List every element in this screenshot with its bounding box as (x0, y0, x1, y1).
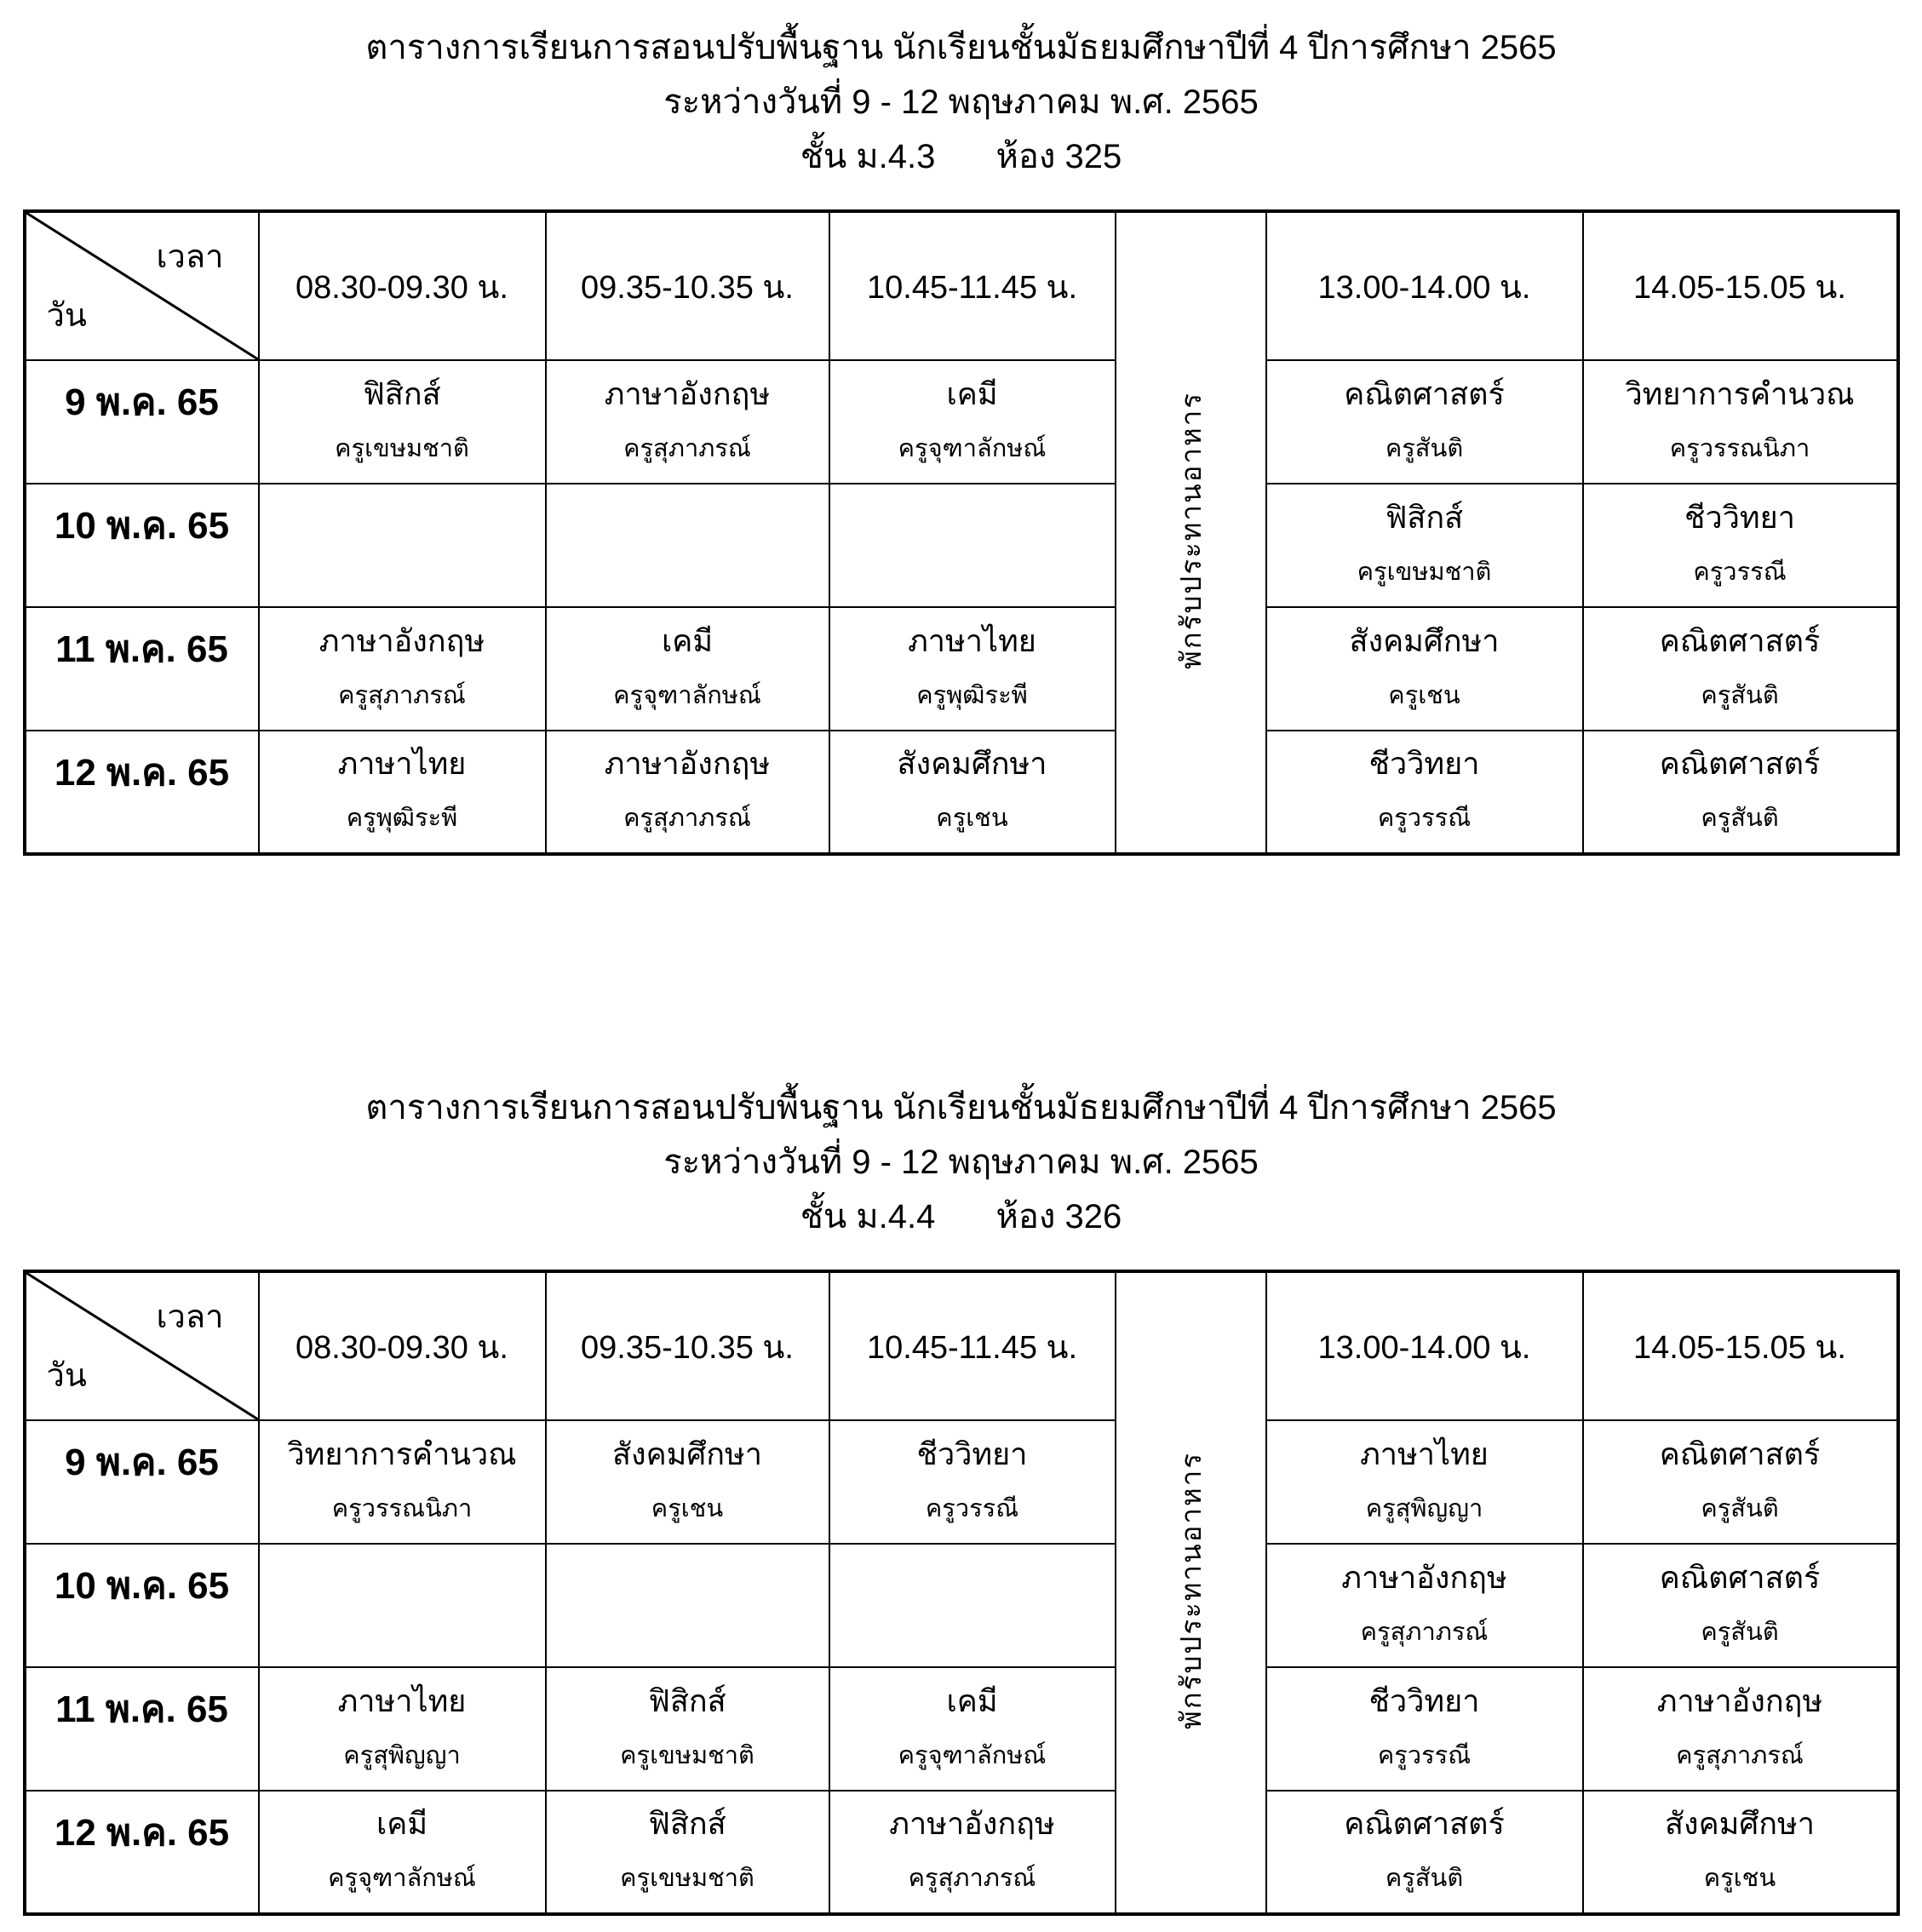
subject-label: วิทยาการคำนวณ (1625, 376, 1855, 411)
day-cell: 10 พ.ค. 65 (25, 484, 259, 607)
subject-label: สังคมศึกษา (1349, 622, 1500, 658)
subject-label: คณิตศาสตร์ (1659, 746, 1821, 781)
lunch-break-label: พักรับประทานอาหาร (1174, 1451, 1207, 1729)
teacher-label: ครูเชน (1388, 681, 1460, 709)
period-header-3: 10.45-11.45 น. (829, 211, 1116, 360)
subject-label: คณิตศาสตร์ (1659, 622, 1821, 658)
lunch-break-label: พักรับประทานอาหาร (1174, 391, 1207, 669)
period-header-1: 08.30-09.30 น. (259, 211, 546, 360)
teacher-label: ครูเชน (651, 1494, 724, 1522)
lesson-cell (1583, 1667, 1898, 1791)
lesson-cell (546, 1667, 829, 1791)
subject-label: ภาษาอังกฤษ (1656, 1683, 1823, 1718)
lesson-cell-empty (259, 1544, 546, 1667)
teacher-label: ครูจุฑาลักษณ์ (328, 1865, 476, 1892)
teacher-label: ครูสันติ (1701, 681, 1779, 709)
time-axis-label: เวลา (156, 239, 224, 275)
lesson-cell (1266, 731, 1583, 854)
subject-label: ภาษาอังกฤษ (604, 376, 771, 411)
period-header-3: 10.45-11.45 น. (829, 1271, 1116, 1420)
lesson-cell (546, 731, 829, 854)
day-cell: 11 พ.ค. 65 (25, 607, 259, 731)
period-header-2: 09.35-10.35 น. (546, 211, 829, 360)
table-row (25, 1544, 1898, 1667)
teacher-label: ครูวรรณี (1693, 558, 1787, 586)
day-axis-label: วัน (46, 298, 87, 334)
subject-label: ภาษาไทย (908, 622, 1036, 658)
lesson-cell (259, 1667, 546, 1791)
day-axis-label: วัน (46, 1358, 87, 1394)
subject-label: ชีววิทยา (916, 1436, 1028, 1471)
table-row (25, 1791, 1898, 1914)
lesson-cell (1583, 1791, 1898, 1914)
subject-label: วิทยาการคำนวณ (287, 1436, 517, 1471)
period-header-5: 14.05-15.05 น. (1583, 1271, 1898, 1420)
class-label: ชั้น ม.4.4 (800, 1198, 936, 1235)
teacher-label: ครูสันติ (1385, 434, 1464, 462)
teacher-label: ครูสุภาภรณ์ (1360, 1618, 1489, 1646)
title-block (0, 1060, 1922, 1244)
subject-label: เคมี (946, 1683, 998, 1718)
subject-label: ชีววิทยา (1368, 1683, 1480, 1718)
teacher-label: ครูวรรณี (1377, 805, 1472, 832)
teacher-label: ครูจุฑาลักษณ์ (613, 681, 761, 709)
period-header-1: 08.30-09.30 น. (259, 1271, 546, 1420)
room-label: ห้อง 326 (995, 1198, 1122, 1235)
lesson-cell (1266, 607, 1583, 731)
lesson-cell (1266, 1791, 1583, 1914)
table-row (25, 1420, 1898, 1544)
subject-label: ชีววิทยา (1368, 746, 1480, 781)
subject-label: คณิตศาสตร์ (1344, 376, 1505, 411)
subject-label: ฟิสิกส์ (363, 376, 441, 411)
subject-label: ภาษาอังกฤษ (1341, 1559, 1507, 1595)
teacher-label: ครูสันติ (1701, 1494, 1779, 1522)
lesson-cell (546, 360, 829, 484)
lesson-cell (1583, 607, 1898, 731)
page-title: ตารางการเรียนการสอนปรับพื้นฐาน นักเรียนชั้นมัธยมศึกษาปีที่ 4 ปีการศึกษา 2565 (365, 1089, 1557, 1127)
lesson-cell-empty (546, 484, 829, 607)
page-title: ตารางการเรียนการสอนปรับพื้นฐาน นักเรียนชั้นมัธยมศึกษาปีที่ 4 ปีการศึกษา 2565 (365, 29, 1557, 66)
lesson-cell (829, 1791, 1116, 1914)
lesson-cell (546, 1420, 829, 1544)
subject-label: ชีววิทยา (1684, 499, 1795, 535)
teacher-label: ครูเขษมชาติ (1357, 558, 1492, 586)
subject-label: สังคมศึกษา (1665, 1806, 1815, 1841)
subject-label: คณิตศาสตร์ (1659, 1559, 1821, 1595)
subject-label: ภาษาอังกฤษ (318, 622, 485, 658)
timetable-m43 (23, 209, 1900, 856)
teacher-label: ครูเขษมชาติ (620, 1865, 754, 1892)
class-room-line (0, 129, 1922, 184)
teacher-label: ครูสุภาภรณ์ (623, 434, 751, 462)
lunch-break-cell (1116, 211, 1266, 854)
day-cell: 9 พ.ค. 65 (25, 1420, 259, 1544)
subject-label: เคมี (946, 376, 998, 411)
subject-label: ภาษาอังกฤษ (604, 746, 771, 781)
lesson-cell (1583, 731, 1898, 854)
teacher-label: ครูพุฒิระพี (916, 681, 1028, 709)
lesson-cell-empty (546, 1544, 829, 1667)
teacher-label: ครูพุฒิระพี (346, 805, 458, 832)
lesson-cell (546, 607, 829, 731)
day-cell: 11 พ.ค. 65 (25, 1667, 259, 1791)
date-range-subtitle: ระหว่างวันที่ 9 - 12 พฤษภาคม พ.ศ. 2565 (663, 1144, 1259, 1181)
day-cell: 12 พ.ค. 65 (25, 731, 259, 854)
teacher-label: ครูเชน (936, 805, 1008, 832)
teacher-label: ครูเขษมชาติ (620, 1741, 754, 1769)
date-range-subtitle: ระหว่างวันที่ 9 - 12 พฤษภาคม พ.ศ. 2565 (663, 83, 1259, 121)
lesson-cell (1266, 1544, 1583, 1667)
room-label: ห้อง 325 (995, 138, 1122, 175)
teacher-label: ครูเชน (1703, 1865, 1776, 1892)
lesson-cell (1266, 1420, 1583, 1544)
lesson-cell-empty (259, 484, 546, 607)
lesson-cell (259, 607, 546, 731)
teacher-label: ครูสุภาภรณ์ (908, 1865, 1036, 1892)
period-header-4: 13.00-14.00 น. (1266, 211, 1583, 360)
teacher-label: ครูสันติ (1385, 1865, 1464, 1892)
timetable-m44 (23, 1270, 1900, 1916)
table-row (25, 731, 1898, 854)
teacher-label: ครูจุฑาลักษณ์ (898, 434, 1047, 462)
lesson-cell (829, 1420, 1116, 1544)
lesson-cell (259, 1791, 546, 1914)
subject-label: ภาษาอังกฤษ (889, 1806, 1055, 1841)
table-row (25, 360, 1898, 484)
subject-label: ภาษาไทย (337, 1683, 467, 1718)
lesson-cell (1266, 484, 1583, 607)
lesson-cell (1583, 484, 1898, 607)
subject-label: ภาษาไทย (337, 746, 467, 781)
lesson-cell-empty (829, 484, 1116, 607)
table-row (25, 484, 1898, 607)
lesson-cell (259, 731, 546, 854)
subject-label: เคมี (661, 622, 714, 658)
lesson-cell (259, 1420, 546, 1544)
class-room-line (0, 1190, 1922, 1244)
lesson-cell (259, 360, 546, 484)
teacher-label: ครูเขษมชาติ (335, 434, 469, 462)
lesson-cell (546, 1791, 829, 1914)
subject-label: สังคมศึกษา (612, 1436, 762, 1471)
title-block (0, 0, 1922, 184)
lesson-cell-empty (829, 1544, 1116, 1667)
lesson-cell (829, 360, 1116, 484)
teacher-label: ครูวรรณี (925, 1494, 1019, 1522)
subject-label: คณิตศาสตร์ (1659, 1436, 1821, 1471)
subject-label: ฟิสิกส์ (648, 1683, 726, 1718)
timetable-section-m43 (0, 0, 1922, 856)
corner-cell (25, 1271, 259, 1420)
teacher-label: ครูสุพิญญา (343, 1741, 461, 1769)
lesson-cell (1583, 360, 1898, 484)
subject-label: ฟิสิกส์ (1385, 499, 1464, 535)
table-row (25, 607, 1898, 731)
time-axis-label: เวลา (156, 1299, 224, 1335)
teacher-label: ครูสุภาภรณ์ (623, 805, 751, 832)
teacher-label: ครูสุภาภรณ์ (338, 681, 466, 709)
day-cell: 10 พ.ค. 65 (25, 1544, 259, 1667)
lesson-cell (1266, 360, 1583, 484)
subject-label: สังคมศึกษา (897, 746, 1047, 781)
teacher-label: ครูจุฑาลักษณ์ (898, 1741, 1047, 1769)
timetable-section-m44 (0, 1060, 1922, 1916)
table-row (25, 1667, 1898, 1791)
lesson-cell (829, 607, 1116, 731)
day-cell: 12 พ.ค. 65 (25, 1791, 259, 1914)
subject-label: เคมี (376, 1806, 428, 1841)
period-header-4: 13.00-14.00 น. (1266, 1271, 1583, 1420)
teacher-label: ครูสันติ (1701, 1618, 1779, 1646)
corner-cell (25, 211, 259, 360)
day-cell: 9 พ.ค. 65 (25, 360, 259, 484)
class-label: ชั้น ม.4.3 (800, 138, 936, 175)
teacher-label: ครูวรรณนิภา (331, 1494, 473, 1522)
teacher-label: ครูวรรณี (1377, 1741, 1472, 1769)
teacher-label: ครูสุภาภรณ์ (1676, 1741, 1804, 1769)
teacher-label: ครูสันติ (1701, 805, 1779, 832)
period-header-2: 09.35-10.35 น. (546, 1271, 829, 1420)
subject-label: ภาษาไทย (1360, 1436, 1489, 1471)
lesson-cell (829, 731, 1116, 854)
lesson-cell (1583, 1544, 1898, 1667)
subject-label: ฟิสิกส์ (648, 1806, 726, 1841)
period-header-5: 14.05-15.05 น. (1583, 211, 1898, 360)
lesson-cell (829, 1667, 1116, 1791)
lesson-cell (1583, 1420, 1898, 1544)
teacher-label: ครูวรรณนิภา (1669, 434, 1810, 462)
teacher-label: ครูสุพิญญา (1365, 1494, 1483, 1522)
lunch-break-cell (1116, 1271, 1266, 1914)
subject-label: คณิตศาสตร์ (1344, 1806, 1505, 1841)
lesson-cell (1266, 1667, 1583, 1791)
